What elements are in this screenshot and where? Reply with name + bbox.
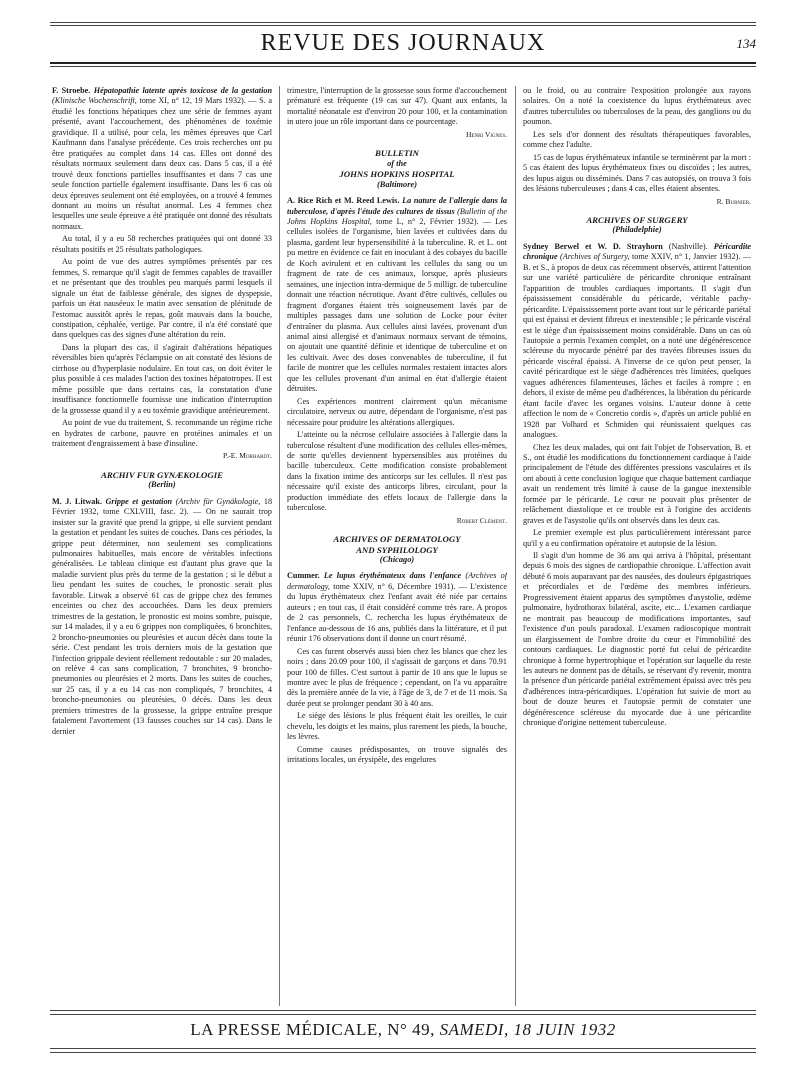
article-signature: Henri Vignes.: [465, 129, 507, 139]
article-rich-lewis: [287, 196, 507, 526]
paragraph: Ces cas furent observés aussi bien chez les blancs que chez les noirs ; dans 20.09 pour 100, il s'agissait de garçons et dans 70.91 pour 100 de filles. C'est surtout à partir de 10 ans que le lupus se montre avec le plus de fréquence ; cependant, on l'a vu apparaître dès la première année de la vie, à l'âge de 3, de 7 et de 11 mois. Sa durée peut se prolonger pendant 30 à 40 ans.: [287, 646, 507, 708]
article-source: (Archives of dermatology,: [287, 571, 507, 591]
article-source: (Bulletin of the Johns Hopkins Hospital,: [287, 206, 507, 226]
article-source: (Archiv für Gynäkologie,: [175, 496, 261, 506]
column-separator-2: [515, 86, 516, 1006]
journal-title: REVUE DES JOURNAUX: [260, 30, 546, 56]
header-rule-top: [50, 22, 756, 23]
article-stroebe: [52, 86, 272, 462]
article-author: M. J. Litwak.: [52, 496, 102, 506]
paragraph: Au point de vue des autres symptômes présentés par ces femmes, S. remarque qu'il s'agit de femmes capables de travailler et ne présentant que des troubles peu marqués parmi lesquels il signale un état de faiblesse générale, des signes de dyspepsie, parfois un état nauséeux le matin avec sensation de plénitude de l'estomac aussitôt après le repas, goût mauvais dans la bouche, constipation, céphalée, vertige. Par contre, il n'a été constaté que dans quelques cas des signes d'une altération du rein.: [52, 257, 272, 340]
article-author: A. Rice Rich et M. Reed Lewis.: [287, 196, 400, 206]
article-cummer: [287, 571, 507, 765]
paragraph: Ces expériences montrent clairement qu'un mécanisme circulatoire, nerveux ou autre, dépendant de l'organisme, n'est pas nécessaire pour produire les altérations allergiques.: [287, 396, 507, 427]
section-journal-name: ARCHIVES OF SURGERY: [586, 214, 688, 225]
footer-date: SAMEDI, 18 JUIN 1932: [439, 1020, 616, 1039]
footer-rule-top: [50, 1010, 756, 1011]
footer-rule-top-2: [50, 1014, 756, 1015]
article-signature: Robert Clément.: [456, 515, 507, 525]
article-lead: [52, 86, 272, 232]
paragraph: Comme causes prédisposantes, on trouve signalés des irritations locales, un érysipèle, des engelures: [287, 744, 507, 765]
footer-rule-bottom-2: [50, 1052, 756, 1053]
article-signature: P.-E. Morhardt.: [222, 451, 272, 461]
footer-rule-bottom: [50, 1048, 756, 1049]
article-body: tome L, n° 2, Février 1932). — Les cellules isolées de l'organisme, bien lavées et cultivées dans du plasma, gardent leur hypersensibilité à la tuberculine. R. et L. ont pu mettre en évidence ce fait en inoculant à des cobayes du bacille de Koch avirulent et en cultivant les cellules du sang ou un fragment de rate de ces animaux, lorsque, après plusieurs semaines, une injection intra-dermique de 5 milligr. de tuberculine donnait une réaction nécrotique. Avant d'être cultivés, cellules ou fragment d'organes étaient très soigneusement lavés par de multiples passages dans une solution de Locke pour éviter d'entraîner du plasma. Aux cellules ainsi lavées, provenant d'un animal ainsi allergisé et d'animaux normaux servant de témoins, on ajoutait une quantité définie et identique de tuberculine et on les cultivait. Avec des doses convenables de tuberculine, il fut facile de montrer que les cellules normales restaient intactes alors que les cellules provenant d'un animal en état d'allergie étaient détruites.: [287, 216, 507, 394]
section-journal-name: BULLETIN: [375, 148, 419, 159]
article-continuation: trimestre, l'interruption de la grossesse sous forme d'accouchement prématuré est fréquente (19 cas sur 47). Quant aux enfants, la mortalité néonatale est d'environ 20 pour 100, et la contamination in utero joue un rôle important dans ce pourcentage.: [287, 86, 507, 127]
article-berwel-strayhorn: [523, 242, 751, 729]
paragraph: Au point de vue du traitement, S. recommande un régime riche en hydrates de carbone, pauvre en protéines animales et un traitement d'engraissement à base d'insuline.: [52, 418, 272, 448]
article-author: Cummer.: [287, 571, 320, 581]
article-title: Grippe et gestation: [105, 496, 173, 506]
paragraph: L'atteinte ou la nécrose cellulaire associées à l'allergie dans la tuberculose résultent d'une modification des cellules elles-mêmes, de sorte qu'elles deviennent hypersensibles aux protéines du bacille tuberculeux. Cette modification consiste probablement dans la fixation intime des anticorps sur les cellules. Il n'est pas nécessaire qu'il existe des anticorps libres, circulant, pour la production immédiate des effets locaux de l'allergie dans la tuberculose.: [287, 430, 507, 513]
article-author-location: (Nashville).: [668, 241, 708, 251]
article-source: (Archives of Surgery,: [560, 252, 630, 262]
paragraph: Chez les deux malades, qui ont fait l'objet de l'observation, B. et S., ont étudié les modifications du fonctionnement cardiaque à l'aide principalement de l'étude des différentes pressions vasculaires et ils ont abouti à cette conclusion logique que chaque battement cardiaque avait un rendement très limité à cause de la gangue inextensible formée par le péricarde. Le cœur ne pouvait plus présenter de relâchement diastolique et ce trouble est à l'origine des accidents graves et de l'asystolie qu'ils ont observés dans les deux cas.: [523, 442, 751, 525]
section-journal-city: (Baltimore): [376, 179, 417, 189]
column-3: [523, 86, 751, 1006]
page-footer: [50, 1010, 756, 1060]
article-lead: [287, 571, 507, 644]
article-source: (Klinische Wochenschrift,: [52, 96, 137, 106]
paragraph: Le premier exemple est plus particulièrement intéressant parce qu'il y a eu confirmation opératoire et autopsie de la lésion.: [523, 528, 751, 548]
article-continuation: ou le froid, ou au contraire l'exposition prolongée aux rayons solaires. On a noté la coexistence du lupus érythémateux avec d'autres tuberculides ou tuberculoses de la peau, des ganglions ou du poumon.: [523, 86, 751, 127]
section-journal-sub: of the: [387, 158, 407, 168]
article-litwak: [52, 497, 272, 737]
section-journal-name-2: AND SYPHILOLOGY: [356, 544, 438, 555]
page-header: [50, 22, 756, 66]
section-heading-johns-hopkins: [287, 148, 507, 190]
page-number: 134: [736, 36, 756, 51]
column-1: [52, 86, 272, 1006]
section-journal-city: (Berlin): [148, 480, 176, 490]
paragraph: Le siège des lésions le plus fréquent était les oreilles, le cuir chevelu, les doigts et les mains, plus rarement les pieds, la bouche, les lèvres.: [287, 711, 507, 742]
article-body: tome XI, n° 12, 19 Mars 1932). — S. a étudié les fonctions hépatiques chez une série de femmes ayant présenté, avant l'accouchement, des phénomènes de toxémie gravidique. Il a utilisé, pour cela, les mêmes épreuves que Carl Kaufmann dans l'analyse précédente. Ces trois recherches ont pu être pratiquées au complet dans 14 cas. Elles ont donné des résultats normaux seulement dans deux cas. Dans 5 cas, il a été trouvé deux fonctions partielles insuffisantes et dans 7 cas une seule fonction partielle également insuffisante. Dans les 6 cas où deux épreuves seulement ont été employées, on a trouvé 4 femmes donnant au moins un résultat anormal. Les 4 femmes chez lesquelles une seule épreuve a été pratiquée ont donné des résultats normaux.: [52, 96, 272, 231]
section-journal-name: ARCHIVES OF DERMATOLOGY: [333, 534, 461, 545]
article-title: La nature de l'allergie dans la tuberculose, d'après l'étude des cultures de tissus: [287, 196, 507, 216]
header-rule-top-2: [50, 25, 756, 26]
section-heading-archiv-gynaekologie: [52, 470, 272, 491]
article-title: Le lupus érythémateux dans l'enfance: [323, 571, 462, 581]
paragraph: Dans la plupart des cas, il s'agirait d'altérations hépatiques réversibles bien qu'après l'éclampsie on ait constaté des lésions de cirrhose ou d'hyperplasie nodulaire. En tout cas, on doit éviter le plus possible à ces malades l'action des toxines hépatotropes. Il est même possible que dans certains cas, la constatation d'une insuffisance fonctionnelle fournisse une indication d'interruption de la grossesse quand il y a eu toxémie gravidique antérieurement.: [52, 342, 272, 415]
article-lead: [52, 497, 272, 737]
article-body: 18 Février 1932, tome CXLVIII, fasc. 2). — On ne saurait trop insister sur la gravité que prend la grippe, si elle survient pendant la gestation et pendant les suites de couches. Dans ces périodes, la grippe peut déterminer, non seulement ses complications pulmonaires habituelles, mais encore de véritables infections généralisées. Le tableau clinique est d'autant plus grave que la maladie survient plus près du terme de la gestation ; si le début a lieu pendant les suites de couches, le pronostic serait plus favorable. Litwak a observé 61 cas de grippe chez des femmes enceintes ou chez des accouchées. Dans les deux premiers trimestres de la gestation, le pronostic est moins sombre, puisque, sur 14 malades, il y a eu 6 grippes non compliquées, 6 bronchites, 2 broncho-pneumonies ou pleurésies et aucun décès dans toute la série. C'est pendant les trois derniers mois de la gestation que l'infection grippale devient réellement redoutable : sur 20 malades, on relève 4 cas sans complication, 7 bronchites, 9 broncho-pneumonies ou pleurésies et 2 morts. Dans les suites de couches, sur 25 cas, il y a eu 14 cas non compliqués, 7 bronchites, 4 broncho-pneumonies ou pleurésies, 0 décès. Dans les deux premiers trimestres de la grossesse, la grippe entraîne presque fatalement l'avortement (13 fausses couches sur 14 cas). Dans le dernier: [52, 496, 272, 736]
section-heading-archives-dermatology: [287, 534, 507, 565]
article-lead: [287, 196, 507, 395]
article-signature: R. Burnier.: [716, 196, 751, 206]
paragraph: Les sels d'or donnent des résultats thérapeutiques favorables, comme chez l'adulte.: [523, 129, 751, 150]
article-author: F. Stroebe.: [52, 86, 91, 95]
article-body: tome XXIV, n° 1, Janvier 1932). — B. et S., à propos de deux cas récemment observés, attirent l'attention sur une variété particulière de péricardite chronique entraînant l'apparition de troubles cardiaques importants. Il s'agit d'un épaississement considérable du péricarde, véritable pachy-péricardite. L'épaississement porte avant tout sur le péricarde pariétal qui est épaissi et devient fibreux et inextensible ; le péricarde viscéral est le siège d'un épaississement moins considérable. Dans un cas où l'autopsie a permis l'examen complet, on a noté une dégénérescence scléreuse du myocarde pénétré par des travées fibreuses issues du péricarde viscéral épaissi. A l'inverse de ce qu'on peut penser, la cavité péricardique est le siège d'adhérences très limitées, quelques vagues adhérences filamenteuses, lâches et faciles à rompre ; en dehors, il existe de même peu d'adhérences, la libération du péricarde étant facile d'avec les organes voisins. L'auteur donne à cette affection le nom de « Concretio cordis », d'après un article publié en 1928 par Volhard et Schmiden qui réunissaient quelques cas analogues.: [523, 252, 751, 440]
section-heading-archives-surgery: [523, 215, 751, 236]
section-journal-city: (Philadelphie): [612, 225, 662, 235]
section-journal-name: ARCHIV FUR GYNÆKOLOGIE: [100, 469, 224, 480]
article-title: Hépatopathie latente après toxicose de la gestation: [93, 86, 272, 95]
footer-issue: N° 49,: [387, 1020, 435, 1039]
paragraph: 15 cas de lupus érythémateux infantile se terminèrent par la mort : 5 cas étaient des lupus érythémateux fixes ou discoïdes ; les autres, des lupus aigus ou disséminés. Dans 7 cas autopsiés, on trouva 3 fois des lésions tuberculeuses ; dans 4 cas, elles étaient absentes.: [523, 152, 751, 194]
section-journal-name-2: JOHNS HOPKINS HOSPITAL: [339, 169, 455, 180]
article-lead: [523, 242, 751, 441]
column-separator-1: [279, 86, 280, 1006]
footer-publication: LA PRESSE MÉDICALE,: [190, 1020, 383, 1039]
header-rule-bottom: [50, 62, 756, 64]
header-rule-bottom-2: [50, 66, 756, 67]
article-body: tome XXIV, n° 6, Décembre 1931). — L'existence du lupus érythémateux chez l'enfant avait été niée par certains auteurs ; en tout cas, il était considéré comme très rare. A propos de 2 cas personnels, C. rechercha les lupus érythémateux de l'enfance au-dessous de 16 ans, publiés dans la littérature, et il put réunir 176 observations dont il donne un court résumé.: [287, 581, 507, 644]
paragraph: Il s'agit d'un homme de 36 ans qui arriva à l'hôpital, présentant depuis 6 mois des signes de cardiopathie chronique. L'affection avait débuté 6 mois auparavant par des nausées, des douleurs épigastriques et précordiales et de l'œdème des membres inférieurs. Progressivement étaient apparus des symptômes d'asystolie, œdème pulmonaire, hydrothorax bilatéral, ascite, etc... L'examen cardiaque ne montrait pas beaucoup de modifications importantes, sauf l'existence d'un pouls paradoxal. L'examen radioscopique montrait un élargissement de l'ombre droite du cœur et l'immobilité des contours cardiaques. Le diagnostic porté fut celui de péricardite chronique à forme hypertrophique et l'opération sur laquelle du reste les auteurs ne donnent pas de détails, se réservant d'y revenir, montra la présence d'un péricarde pariétal extrêmement épaissi avec très peu d'adhérences intra-péricardiques. L'opération fut suivie de mort au bout de douze heures et l'autopsie permit de constater une dégénérescence scléreuse du myocarde due à une péricardite chronique d'origine nettement tuberculeuse.: [523, 551, 751, 728]
footer-line: [50, 1020, 756, 1040]
section-journal-city: (Chicago): [379, 555, 415, 565]
paragraph: Au total, il y a eu 58 recherches pratiquées qui ont donné 33 résultats positifs et 25 résultats pathologiques.: [52, 234, 272, 254]
article-title: Péricardite chronique: [523, 241, 751, 262]
article-author: Sydney Berwel et W. D. Strayhorn: [523, 241, 663, 251]
column-2: [287, 86, 507, 1006]
